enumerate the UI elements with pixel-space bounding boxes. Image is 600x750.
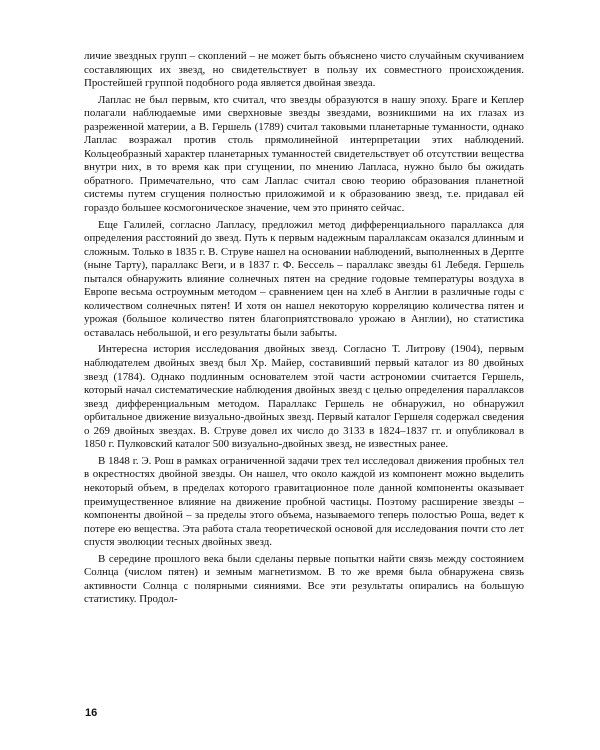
paragraph-3: Еще Галилей, согласно Лапласу, предложил метод дифференциального параллакса для определения расстояний до звезд. Путь к первым надежным параллаксам оказался длинным и сложным. Только в 1835 г. В. Струве нашел на основании наблюдений, выполненных в Дерпте (ныне Тарту), параллакс Веги, и в 1837 г. Ф. Бессель – параллакс звезды 61 Лебедя. Гершель пытался обнаружить влияние солнечных пятен на средние годовые температуры воздуха в Европе весьма остроумным методом – сравнением цен на хлеб в Англии в различные годы с количеством солнечных пятен! И хотя он нашел некоторую корреляцию количества пятен и урожая (большое количество пятен благоприятствовало урожаю в Англии), но статистика оставалась небольшой, и его результаты были забыты. xyxy=(84,218,524,339)
paragraph-6: В середине прошлого века были сделаны первые попытки найти связь между состоянием Солнца (числом пятен) и земным магнетизмом. В то же время была обнаружена связь активности Солнца с полярными сияниями. Все эти результаты опирались на большую статистику. Продол- xyxy=(84,552,524,606)
paragraph-5: В 1848 г. Э. Рош в рамках ограниченной задачи трех тел исследовал движения пробных тел в окрестностях двойной звезды. Он нашел, что около каждой из компонент можно выделить некоторый объем, в пределах которого гравитационное поле данной компоненты оказывает преимущественное влияние на движение пробной частицы. Поэтому расширение звезды – компоненты двойной – за пределы этого объема, называемого теперь полостью Роша, ведет к потере ею вещества. Эта работа стала теоретической основой для исследования почти сто лет спустя эволюции тесных двойных звезд. xyxy=(84,454,524,549)
page-number: 16 xyxy=(85,707,98,719)
paragraph-4: Интересна история исследования двойных звезд. Согласно Т. Литрову (1904), первым наблюдателем двойных звезд был Хр. Майер, составивший первый каталог из 80 двойных звезд (1784). Однако подлинным основателем этой части астрономии считается Гершель, который начал систематические наблюдения двойных звезд с целью определения параллаксов звезд дифференциальным методом. Параллакс Гершель не обнаружил, но обнаружил орбитальное движение визуально-двойных звезд. Первый каталог Гершеля содержал сведения о 269 двойных звездах. В. Струве довел их число до 3133 в 1824–1837 гг. и опубликовал в 1850 г. Пулковский каталог 500 визуально-двойных звезд, не известных ранее. xyxy=(84,343,524,451)
page-body xyxy=(84,50,524,610)
paragraph-2: Лаплас не был первым, кто считал, что звезды образуются в нашу эпоху. Браге и Кеплер полагали наблюдаемые ими сверхновые звезды звездами, возникшими на их глазах из разреженной материи, а В. Гершель (1789) считал таковыми планетарные туманности, однако Лаплас возражал против столь прямолинейной интерпретации этих наблюдений. Кольцеобразный характер планетарных туманностей свидетельствует об отсутствии вещества внутри них, в то время как при сгущении, по мнению Лапласа, нужно было бы ожидать обратного. Примечательно, что сам Лаплас считал свою теорию образования планетной системы путем сгущения полностью приложимой и к образованию звезд, т.е. придавал ей гораздо большее космогоническое значение, чем это принято сейчас. xyxy=(84,93,524,215)
paragraph-1: личие звездных групп – скоплений – не может быть объяснено чисто случайным скучиванием составляющих их звезд, но свидетельствует в пользу их совместного происхождения. Простейшей группой подобного рода является двойная звезда. xyxy=(84,50,524,90)
